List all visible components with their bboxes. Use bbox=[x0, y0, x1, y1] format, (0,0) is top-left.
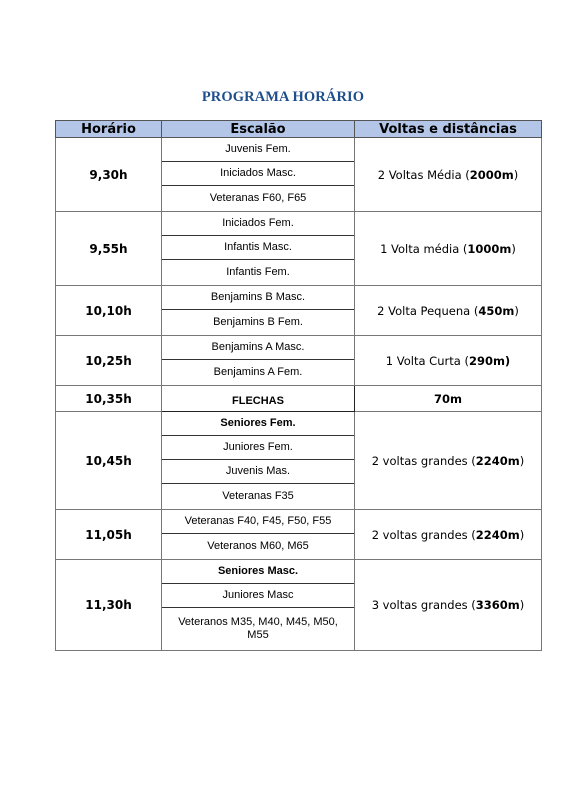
table-header-row bbox=[56, 121, 542, 138]
time-cell: 9,55h bbox=[56, 212, 162, 286]
distance-text: 2 Volta Pequena ( bbox=[377, 303, 479, 318]
distance-cell bbox=[355, 386, 542, 412]
category-item: Seniores Fem. bbox=[162, 412, 354, 436]
distance-cell bbox=[355, 336, 542, 386]
page-title: PROGRAMA HORÁRIO bbox=[201, 89, 365, 105]
header-voltas: Voltas e distâncias bbox=[355, 121, 542, 138]
time-cell: 10,10h bbox=[56, 286, 162, 336]
time-cell: 10,45h bbox=[56, 412, 162, 510]
header-horario: Horário bbox=[56, 121, 162, 138]
category-cell bbox=[162, 560, 355, 651]
distance-cell bbox=[355, 286, 542, 336]
category-item: Juvenis Fem. bbox=[162, 138, 354, 162]
category-cell bbox=[162, 138, 355, 212]
category-item: Juniores Masc bbox=[162, 584, 354, 608]
category-item: Veteranas F40, F45, F50, F55 bbox=[162, 510, 354, 534]
category-item: Benjamins B Masc. bbox=[162, 286, 354, 310]
table-row bbox=[56, 510, 542, 560]
distance-cell bbox=[355, 412, 542, 510]
category-item: Veteranas F60, F65 bbox=[209, 192, 307, 204]
distance-value: 70m bbox=[434, 391, 462, 406]
category-item: Iniciados Fem. bbox=[162, 212, 354, 236]
category-item: Veteranas F35 bbox=[222, 490, 294, 502]
category-cell bbox=[162, 286, 355, 336]
time-cell: 10,35h bbox=[56, 386, 162, 412]
distance-value: 2000m bbox=[469, 167, 514, 182]
time-cell: 10,25h bbox=[56, 336, 162, 386]
distance-cell bbox=[355, 560, 542, 651]
time-cell: 11,05h bbox=[56, 510, 162, 560]
category-item: Iniciados Masc. bbox=[162, 162, 354, 186]
distance-text: 2 Voltas Média ( bbox=[377, 167, 470, 182]
distance-cell bbox=[355, 138, 542, 212]
distance-value: 2240m bbox=[475, 453, 520, 468]
category-cell bbox=[162, 212, 355, 286]
schedule-table bbox=[55, 120, 542, 651]
distance-value: 2240m bbox=[475, 527, 520, 542]
table-row bbox=[56, 412, 542, 510]
table-row bbox=[56, 286, 542, 336]
distance-text: 2 voltas grandes ( bbox=[371, 527, 476, 542]
distance-suffix: ) bbox=[519, 598, 525, 612]
distance-text: 2 voltas grandes ( bbox=[371, 453, 476, 468]
table-row bbox=[56, 386, 542, 412]
distance-suffix: ) bbox=[514, 303, 519, 318]
category-item: Juvenis Mas. bbox=[162, 460, 354, 484]
table-row bbox=[56, 212, 542, 286]
category-item: Benjamins A Masc. bbox=[162, 336, 354, 360]
table-row bbox=[56, 560, 542, 651]
category-item: Infantis Masc. bbox=[162, 236, 354, 260]
distance-value: 1000m bbox=[467, 241, 512, 256]
distance-cell bbox=[355, 212, 542, 286]
distance-text: 1 Volta média ( bbox=[380, 241, 468, 256]
category-item: Seniores Masc. bbox=[162, 560, 354, 584]
distance-text: 1 Volta Curta ( bbox=[385, 353, 469, 368]
distance-text: 3 voltas grandes ( bbox=[371, 598, 476, 612]
distance-suffix: ) bbox=[519, 453, 525, 468]
category-item: Juniores Fem. bbox=[162, 436, 354, 460]
distance-suffix: ) bbox=[519, 527, 525, 542]
category-item: Veteranos M60, M65 bbox=[207, 540, 309, 552]
category-cell bbox=[162, 386, 355, 412]
category-item: Infantis Fem. bbox=[226, 266, 290, 278]
category-cell bbox=[162, 336, 355, 386]
category-item: Benjamins A Fem. bbox=[213, 366, 303, 378]
category-item: FLECHAS bbox=[232, 395, 284, 407]
table-row bbox=[56, 138, 542, 212]
category-item: Benjamins B Fem. bbox=[213, 316, 303, 328]
category-cell bbox=[162, 510, 355, 560]
distance-value: 290m) bbox=[468, 353, 511, 368]
table-row bbox=[56, 336, 542, 386]
distance-cell bbox=[355, 510, 542, 560]
category-item: Veteranos M35, M40, M45, M50, M55 bbox=[178, 616, 338, 641]
time-cell: 9,30h bbox=[56, 138, 162, 212]
distance-value: 450m bbox=[478, 303, 515, 318]
distance-value: 3360m bbox=[475, 598, 520, 612]
header-escalao: Escalão bbox=[162, 121, 355, 138]
time-cell: 11,30h bbox=[56, 560, 162, 651]
distance-suffix: ) bbox=[513, 167, 519, 182]
category-cell bbox=[162, 412, 355, 510]
distance-suffix: ) bbox=[511, 241, 516, 256]
